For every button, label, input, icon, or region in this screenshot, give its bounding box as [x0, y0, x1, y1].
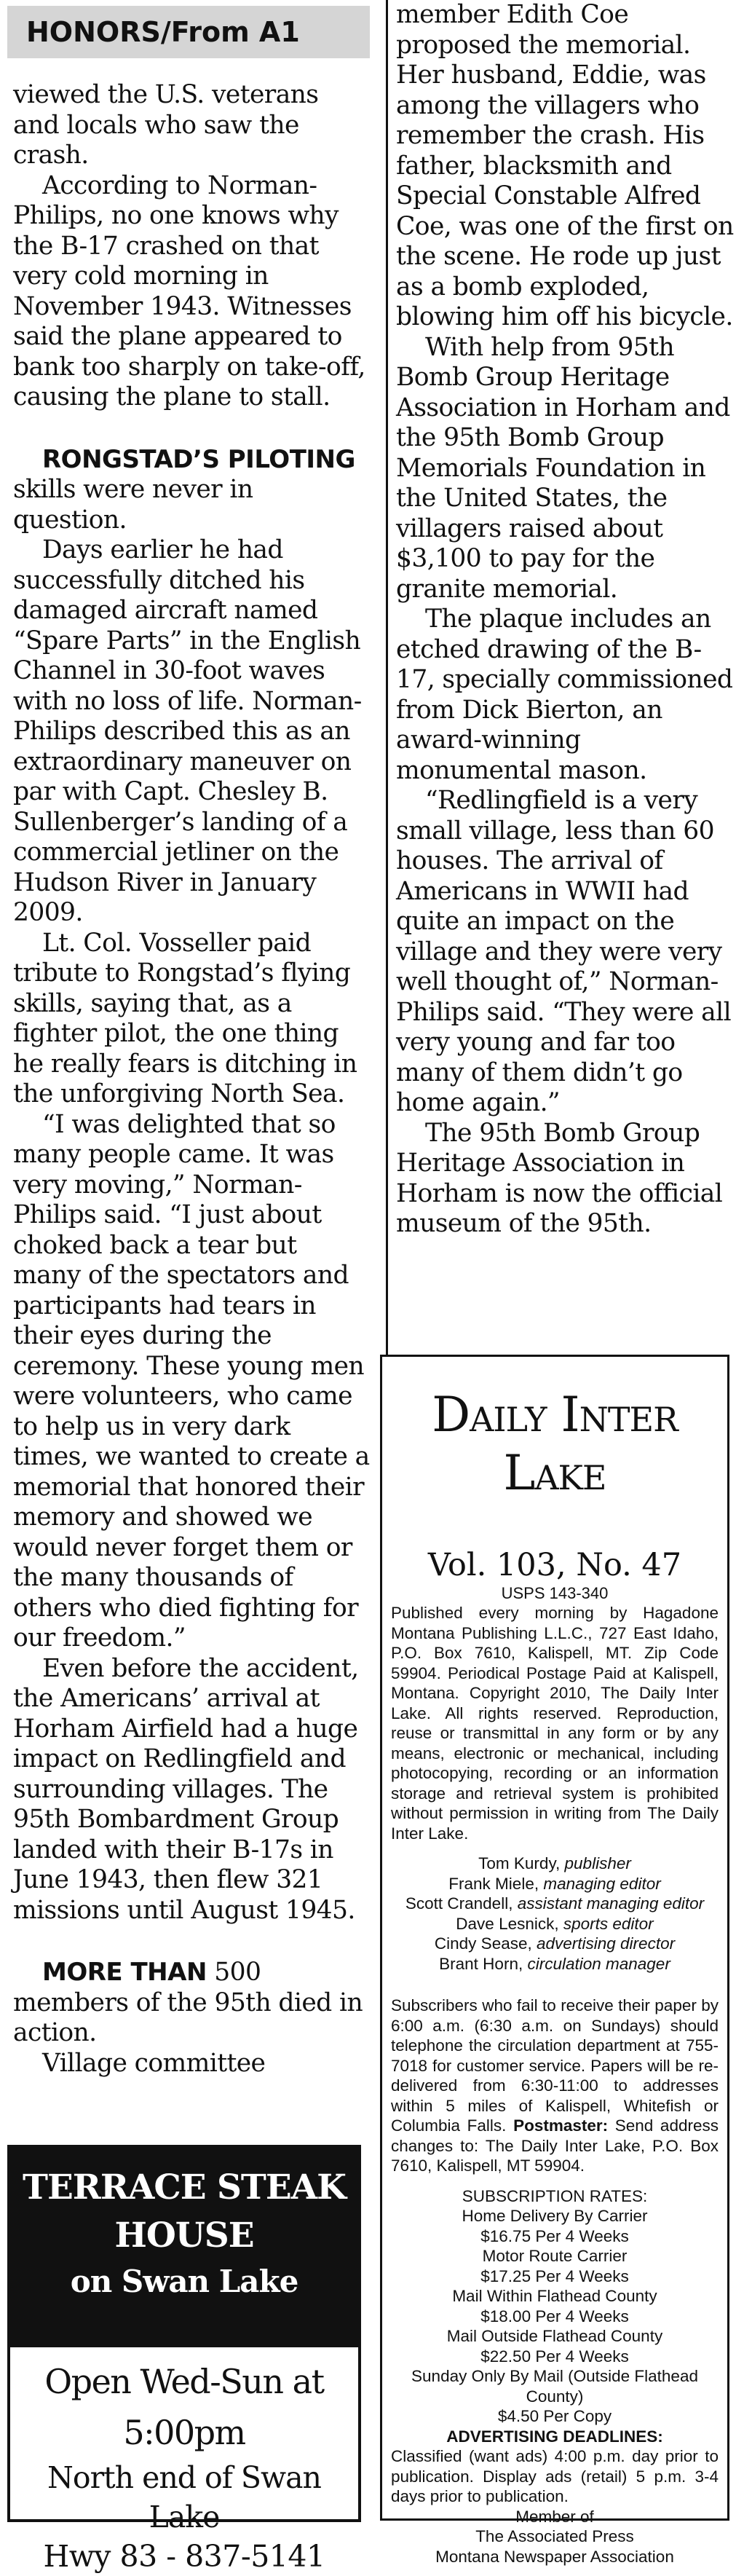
paragraph: According to Norman-Philips, no one knows why the B-17 crashed on that very cold morning in November 1943. Witnesses said the plane appeared to bank too sharply on take-off, causing the plane to stall. — [13, 170, 365, 411]
paragraph: Village committee — [42, 2048, 266, 2078]
subhead-lead: RONGSTAD’S PILOTING — [42, 444, 355, 474]
subhead-lead: MORE THAN — [42, 1958, 207, 1987]
paragraph: Lt. Col. Vosseller paid tribute to Rongstad’s flying skills, saying that, as a fighter pilot, the one thing he really fears is ditching in the unforgiving North Sea. — [13, 928, 357, 1108]
subhead-rest: skills were never in question. — [13, 475, 253, 535]
ad-location: on Swan Lake — [70, 2264, 298, 2299]
right-article-body — [396, 0, 736, 1240]
staff-entry: Frank Miele, managing editor — [448, 1874, 661, 1893]
paragraph: “I was delighted that so many people came. It was very moving,” Norman-Philips said. “I just about choked back a tear but many of the spectators and participants had tears in their eyes during the ceremony. These young men were volunteers, who came to help us in very dark times, we wanted to create a memorial that honored their memory and showed we would never forget them or the many thousands of others who died fighting for our freedom.” — [13, 1109, 370, 1653]
subscription-rates: SUBSCRIPTION RATES: Home Delivery By Carrier $16.75 Per 4 Weeks Motor Route Carrier $17.25 Per 4 Weeks Mail Within Flathead County $18.00 Per 4 Weeks Mail Outside Flathead County $22.50 Per 4 Weeks Sunday Only By Mail (Outside Flathead County) $4.50 Per Copy ADVERTISING DEADLINES: — [382, 2186, 727, 2447]
paragraph: member Edith Coe proposed the memorial. Her husband, Eddie, was among the villagers who remember the crash. His father, blacksmith and Special Constable Alfred Coe, was one of the first on the scene. He rode up just as a bomb exploded, blowing him off his bicycle. — [396, 0, 734, 331]
paragraph: Days earlier he had successfully ditched his damaged aircraft named “Spare Parts” in the English Channel in 30-foot waves with no loss of life. Norman-Philips described this as an extraordinary maneuver on par with Capt. Chesley B. Sullenberger’s landing of a commercial jetliner on the Hudson River in January 2009. — [13, 535, 362, 927]
advertisement — [7, 2145, 361, 2574]
ad-directions: North end of Swan Lake — [47, 2460, 321, 2534]
paragraph: With help from 95th Bomb Group Heritage Association in Horham and the 95th Bomb Group Memorials Foundation in the United States, the villagers raised about $3,100 to pay for the granite memorial. — [396, 332, 730, 604]
deadlines-info: Classified (want ads) 4:00 p.m. day prior to publication. Display ads (retail) 5 p.m. 3-4 days prior to publication. — [391, 2447, 719, 2505]
paragraph: Even before the accident, the Americans’ arrival at Horham Airfield had a huge impact on Redlingfield and surrounding villages. The 95th Bombardment Group landed with their B-17s in June 1943, then flew 321 missions until August 1945. — [13, 1653, 359, 1925]
staff-entry: Scott Crandell, assistant managing editor — [405, 1894, 705, 1913]
rates-title: SUBSCRIPTION RATES: — [462, 2186, 648, 2205]
left-article-body — [13, 80, 370, 2079]
subhead-rest: 500 members of the 95th died in action. — [13, 1958, 363, 2047]
paragraph: viewed the U.S. veterans and locals who saw the crash. — [13, 80, 319, 170]
staff-entry: Cindy Sease, advertising director — [434, 1934, 676, 1953]
jump-headline: HONORS/From A1 — [7, 6, 370, 58]
volume-number: Vol. 103, No. 47 — [427, 1547, 682, 1583]
ad-phone: Hwy 83 - 837-5141 — [43, 2539, 325, 2574]
paragraph: The 95th Bomb Group Heritage Association in Horham is now the official museum of the 95th. — [396, 1118, 723, 1238]
usps-number: USPS 143-340 — [501, 1584, 609, 1602]
ad-business-name: TERRACE STEAK HOUSE — [22, 2167, 347, 2256]
delivery-info: Subscribers who fail to receive their paper by 6:00 a.m. (6:30 a.m. on Sundays) should telephone the circulation department at 755-7018 for customer service. Papers will be re-delivered from 6:30-11:00 to addresses within 5 miles of Kalispell, Whitefish or Columbia Falls. Postmaster: Send address changes to: The Daily Inter Lake, P.O. Box 7610, Kalispell, MT 59904. — [391, 1996, 719, 2175]
staff-entry: Tom Kurdy, publisher — [478, 1854, 631, 1872]
ad-body — [10, 2347, 358, 2576]
masthead-box — [380, 1355, 729, 2566]
deadlines-title: ADVERTISING DEADLINES: — [446, 2427, 663, 2446]
subhead-paragraph — [13, 445, 370, 536]
paragraph: “Redlingfield is a very small village, less than 60 houses. The arrival of Americans in WWII had quite an impact on the village and they were very well thought of,” Norman-Philips said. “They were all very young and far too many of them didn’t go home again.” — [396, 786, 732, 1117]
staff-list — [382, 1854, 727, 1974]
staff-entry: Dave Lesnick, sports editor — [456, 1914, 654, 1933]
ad-hours: Open Wed-Sun at 5:00pm — [44, 2362, 324, 2452]
masthead-title: Daily Inter Lake — [432, 1387, 678, 1501]
staff-entry: Brant Horn, circulation manager — [439, 1954, 670, 1973]
subhead-paragraph — [13, 1958, 370, 2049]
memberships: Member of The Associated Press Montana Newspaper Association — [435, 2507, 674, 2566]
paragraph: The plaque includes an etched drawing of the B-17, specially commissioned from Dick Bierton, an award-winning monumental mason. — [396, 604, 733, 785]
ad-header — [10, 2148, 358, 2347]
publishing-info: Published every morning by Hagadone Montana Publishing L.L.C., 727 East Idaho, P.O. Box 7610, Kalispell, MT. Zip Code 59904. Periodical Postage Paid at Kalispell, Montana. Copyright 2010, The Daily Inter Lake. All rights reserved. Reproduction, reuse or transmittal in any form or by any means, electronic or mechanical, including photocopying, recording or an information storage and retrieval system is prohibited without permission in writing from The Daily Inter Lake. — [391, 1604, 719, 1843]
